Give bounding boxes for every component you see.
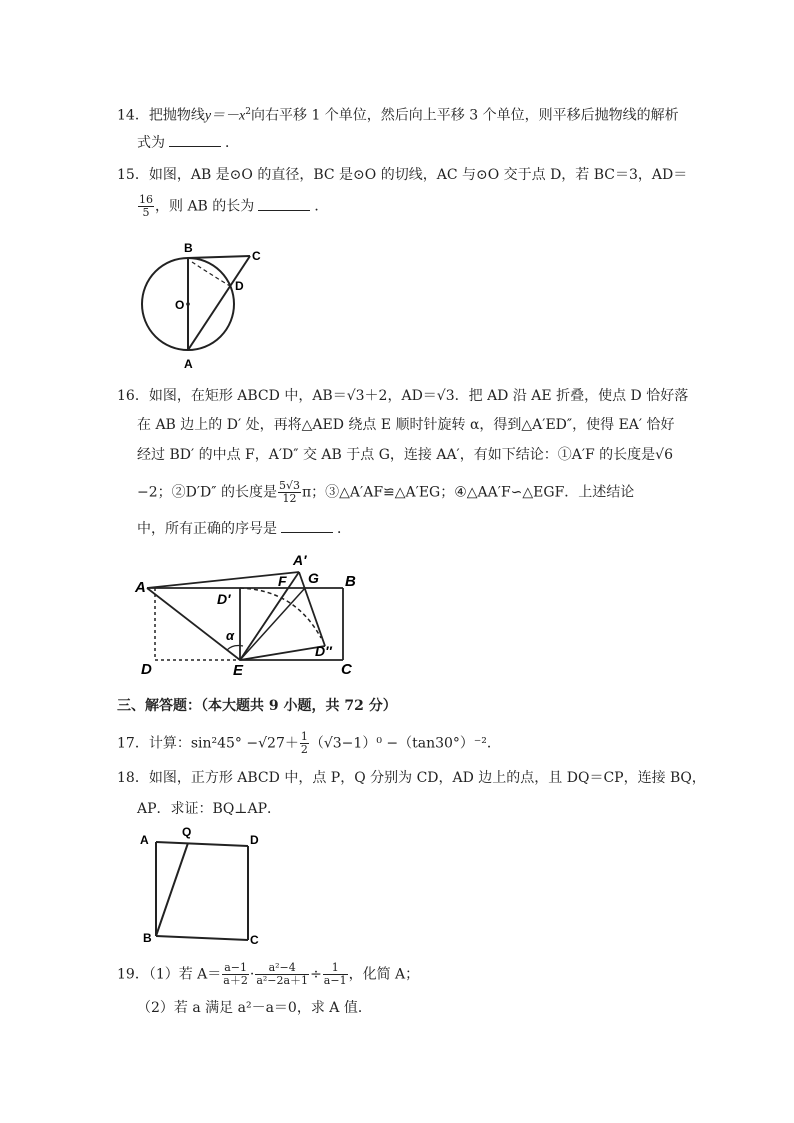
question-text: 计算：sin²45° −√27＋ — [148, 735, 299, 752]
fraction-numerator: 5√3 — [278, 479, 300, 492]
label-b: B — [184, 241, 193, 255]
fraction — [255, 962, 309, 987]
question-text: 把抛物线 — [148, 107, 205, 124]
segment-bq — [156, 843, 188, 936]
answer-blank[interactable] — [258, 198, 310, 211]
punctuation: ． — [314, 198, 329, 215]
figure-q15 — [140, 238, 270, 373]
question-text: （2）若 a 满足 a²－a＝0，求 A 值． — [137, 1000, 372, 1016]
fraction-denominator: a−1 — [323, 974, 347, 987]
figure-q16 — [135, 550, 370, 680]
question-14-cont — [137, 134, 239, 152]
punctuation: ． — [337, 521, 351, 537]
segment-bd — [192, 262, 230, 286]
label-e: E — [233, 662, 244, 679]
answer-blank[interactable] — [169, 134, 221, 147]
fraction-numerator: a−1 — [224, 961, 247, 974]
label-d: D — [250, 833, 259, 847]
exponent: 2 — [245, 107, 251, 117]
answer-blank[interactable] — [281, 520, 333, 533]
question-19 — [117, 962, 419, 987]
side-ad — [156, 842, 248, 846]
label-d-double-prime: D″ — [315, 643, 332, 659]
fraction-numerator: a²−4 — [255, 962, 309, 975]
question-number: 17． — [117, 735, 149, 752]
question-17 — [117, 731, 501, 756]
fraction — [278, 480, 301, 505]
label-c: C — [341, 661, 352, 678]
fraction-numerator: 16 — [139, 193, 153, 206]
tangent-bc — [188, 256, 250, 258]
question-text: ，化简 A； — [348, 966, 420, 983]
segment-ge — [240, 588, 305, 660]
label-o: O — [175, 298, 185, 312]
question-text: 如图，AB 是⊙O 的直径，BC 是⊙O 的切线，AC 与⊙O 交于点 D，若 BC＝3，AD＝ — [148, 167, 688, 183]
question-text: π；③△A′AF≌△A′EG；④△AA′F∽△EGF．上述结论 — [301, 484, 635, 501]
operator: ÷ — [310, 966, 322, 983]
question-text: AP．求证：BQ⊥AP． — [137, 801, 281, 817]
segment-fe — [240, 588, 288, 660]
section-title: 三、解答题：（本大题共 9 小题，共 72 分） — [117, 698, 397, 714]
fraction-denominator: a＋2 — [223, 974, 248, 987]
side-bc — [156, 936, 248, 940]
question-16-l3 — [137, 446, 673, 464]
label-d-prime: D′ — [217, 591, 231, 607]
fraction-numerator: 1 — [300, 730, 308, 743]
figure-q18 — [140, 826, 270, 948]
question-16-l4 — [137, 480, 634, 505]
fraction-denominator: 5 — [142, 206, 150, 219]
label-d: D — [141, 661, 152, 678]
label-alpha: α — [226, 628, 235, 643]
question-18 — [117, 769, 706, 787]
segment-aa1 — [147, 572, 299, 588]
question-text: 在 AB 边上的 D′ 处，再将△AED 绕点 E 顺时针旋转 α，得到△A′ED″，使得 EA′ 恰好 — [137, 417, 675, 433]
question-text: 向右平移 1 个单位，然后向上平移 3 个单位，则平移后抛物线的解析 — [251, 107, 679, 124]
operator: · — [249, 966, 255, 983]
label-c: C — [250, 933, 259, 947]
question-text: ，则 AB 的长为 — [155, 198, 255, 215]
question-number: 16． — [117, 388, 149, 404]
fraction-denominator: a²−2a＋1 — [256, 974, 309, 987]
question-number: 14． — [117, 107, 149, 124]
arc-d1d2 — [240, 588, 321, 638]
question-15-cont — [137, 194, 328, 219]
equation: y＝－x — [204, 108, 246, 124]
question-text: （√3−1）⁰ −（tan30°）⁻²． — [309, 735, 501, 752]
fraction — [222, 962, 249, 987]
question-18-cont — [137, 800, 281, 818]
question-14 — [117, 103, 679, 126]
question-16-l5 — [137, 520, 351, 538]
question-16 — [117, 387, 688, 405]
label-q: Q — [182, 825, 192, 839]
segment-d2e — [240, 646, 325, 660]
label-a: A — [140, 833, 149, 847]
fraction-denominator: 12 — [282, 492, 297, 505]
center-point — [186, 302, 190, 306]
fraction — [323, 962, 348, 987]
question-text: 中，所有正确的序号是 — [137, 521, 277, 537]
question-text: 经过 BD′ 的中点 F，A′D″ 交 AB 于点 G，连接 AA′，有如下结论：①A′F 的长度是√6 — [137, 447, 674, 463]
label-b: B — [345, 573, 356, 590]
question-number: 15． — [117, 167, 149, 183]
fraction — [138, 194, 154, 219]
fraction-denominator: 2 — [300, 743, 308, 756]
label-f: F — [278, 573, 287, 589]
question-text: −2；②D′D″ 的长度是 — [137, 484, 277, 501]
label-g: G — [308, 570, 319, 586]
fraction-numerator: 1 — [323, 962, 348, 975]
section-heading — [117, 697, 397, 715]
label-a: A — [184, 357, 193, 371]
label-c: C — [252, 249, 261, 263]
question-number: 18． — [117, 770, 149, 786]
question-number: 19． — [117, 966, 149, 983]
question-text: 如图，在矩形 ABCD 中，AB＝√3＋2，AD＝√3．把 AD 沿 AE 折叠，使点 D 恰好落 — [148, 388, 689, 404]
question-19-part2 — [137, 999, 372, 1017]
question-text: 式为 — [137, 135, 165, 151]
question-15 — [117, 166, 687, 184]
punctuation: ． — [225, 135, 239, 151]
label-a-prime: A′ — [293, 552, 307, 568]
label-a: A — [135, 579, 146, 596]
question-text: （1）若 A＝ — [148, 966, 222, 983]
label-d: D — [235, 279, 244, 293]
label-b: B — [143, 931, 152, 945]
question-16-l2 — [137, 416, 675, 434]
fraction — [300, 731, 309, 756]
question-text: 如图，正方形 ABCD 中，点 P，Q 分别为 CD，AD 边上的点，且 DQ＝CP，连接 BQ， — [148, 770, 706, 786]
